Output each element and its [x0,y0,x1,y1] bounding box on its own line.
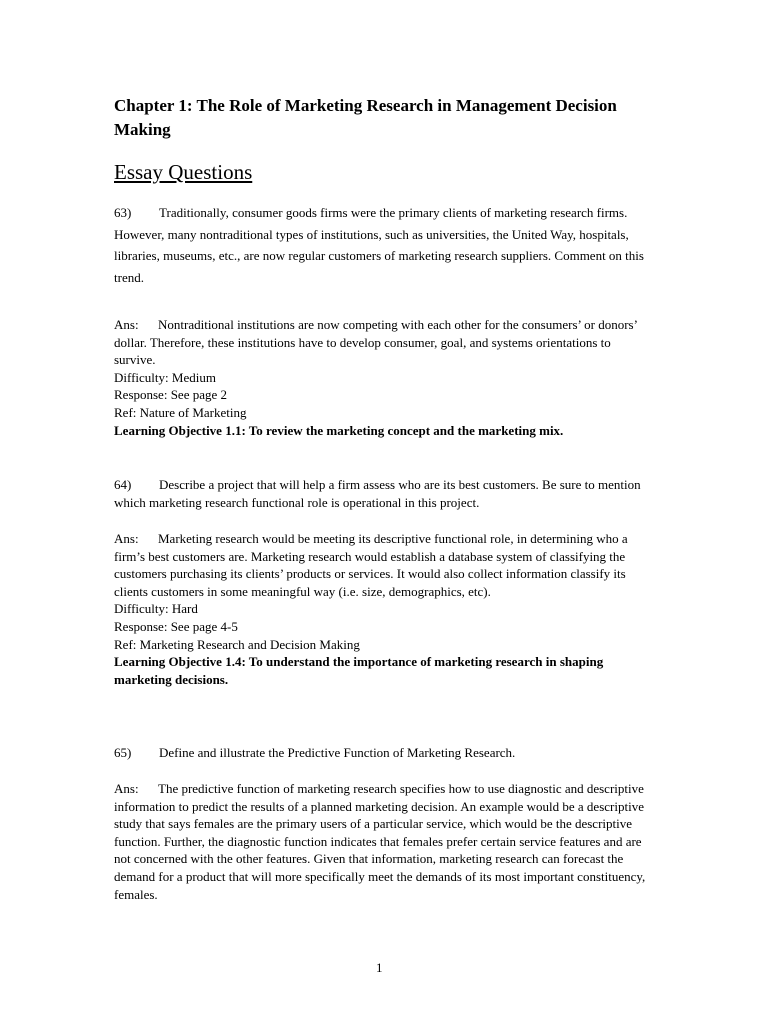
question-65 [114,744,654,762]
question-number: 63) [114,205,132,220]
answer-label: Ans: [114,781,139,796]
question-64 [114,476,654,511]
answer-label: Ans: [114,531,139,546]
answer-label: Ans: [114,317,139,332]
answer-text: Nontraditional institutions are now competing with each other for the consumers’ or donors’ dollar. Therefore, these institutions have to develop consumer, goal, and systems orientations to survive. [114,317,637,368]
answer-63 [114,316,654,439]
reference: Ref: Marketing Research and Decision Making [114,636,360,652]
chapter-title: Chapter 1: The Role of Marketing Research in Management Decision Making [114,96,617,139]
response: Response: See page 4-5 [114,618,238,634]
question-number: 65) [114,745,132,760]
question-text: Traditionally, consumer goods firms were the primary clients of marketing research firms. However, many nontraditional types of institutions, such as universities, the United Way, hospitals, libraries, museums, etc., are now regular customers of marketing research suppliers. Comment on this trend. [114,205,644,285]
question-number: 64) [114,477,132,492]
difficulty: Difficulty: Medium [114,369,216,385]
page-number: 1 [376,960,383,975]
answer-65 [114,780,654,903]
question-text: Describe a project that will help a firm assess who are its best customers. Be sure to mention which marketing research functional role is operational in this project. [114,477,641,510]
answer-text: The predictive function of marketing research specifies how to use diagnostic and descriptive information to predict the results of a planned marketing decision. An example would be a descriptive study that says females are the primary users of a particular service, which would be the descriptive function. Further, the diagnostic function indicates that females prefer certain service features and are not concerned with the other features. Given that information, marketing research can forecast the demand for a product that will more specifically meet the demands of its most important constituency, females. [114,781,646,902]
learning-objective: Learning Objective 1.1: To review the marketing concept and the marketing mix. [114,422,564,438]
section-heading: Essay Questions [114,160,253,184]
answer-64 [114,530,654,688]
difficulty: Difficulty: Hard [114,601,198,617]
question-text: Define and illustrate the Predictive Function of Marketing Research. [159,745,516,760]
learning-objective: Learning Objective 1.4: To understand the importance of marketing research in shaping marketing decisions. [114,654,604,687]
response: Response: See page 2 [114,387,228,403]
question-63 [114,202,654,288]
answer-text: Marketing research would be meeting its descriptive functional role, in determining who a firm’s best customers are. Marketing research would establish a database system of classifying the customers purchasing its clients’ products or services. It would also collect information classify its clients customers in some meaningful way (i.e. size, demographics, etc). [114,531,628,599]
reference: Ref: Nature of Marketing [114,404,247,420]
